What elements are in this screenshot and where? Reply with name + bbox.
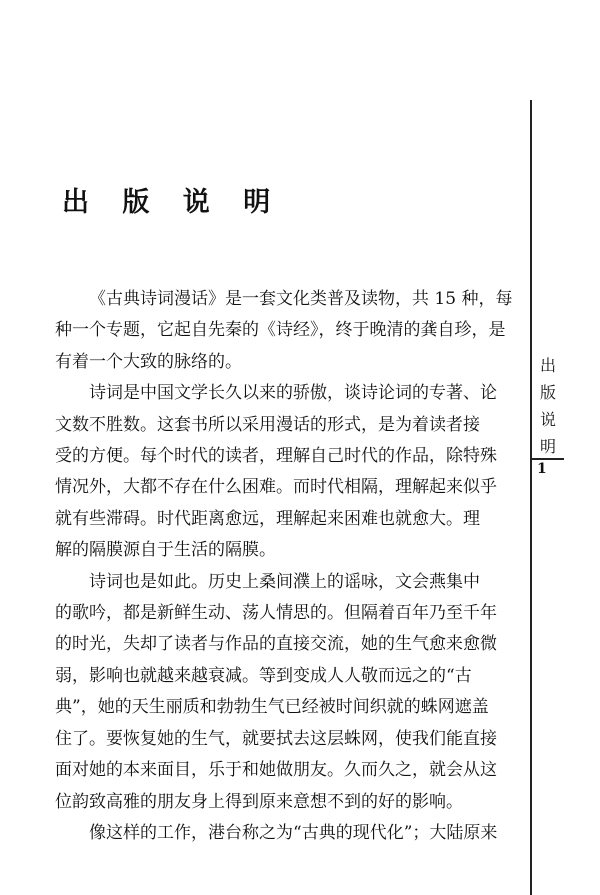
section-tab-char: 版 bbox=[539, 383, 556, 402]
text-line: 情况外，大都不存在什么困难。而时代相隔，理解起来似乎 bbox=[55, 477, 497, 498]
section-tab bbox=[533, 352, 563, 460]
body-text bbox=[55, 284, 515, 849]
text-line: 位韵致高雅的朋友身上得到原来意想不到的好的影响。 bbox=[55, 791, 463, 812]
section-tab-char: 明 bbox=[539, 437, 556, 456]
section-tab-char: 说 bbox=[539, 410, 556, 429]
text-line: 文数不胜数。这套书所以采用漫话的形式，是为着读者接 bbox=[55, 414, 480, 435]
text-line: 像这样的工作，港台称之为“古典的现代化”；大陆原来 bbox=[89, 822, 498, 843]
tab-divider bbox=[530, 458, 564, 460]
paragraph-3 bbox=[55, 567, 515, 818]
section-tab-char: 出 bbox=[539, 356, 556, 375]
paragraph-2 bbox=[55, 378, 515, 566]
text-line: 就有些滞碍。时代距离愈远，理解起来困难也就愈大。理 bbox=[55, 508, 480, 529]
page-title: 出 版 说 明 bbox=[62, 187, 283, 218]
text-line: 的歌吟，都是新鲜生动、荡人情思的。但隔着百年乃至千年 bbox=[55, 603, 497, 624]
text-line: 的时光，失却了读者与作品的直接交流，她的生气愈来愈微 bbox=[55, 634, 497, 655]
paragraph-1 bbox=[55, 284, 515, 378]
text-line: 诗词是中国文学长久以来的骄傲，谈诗论词的专著、论 bbox=[89, 383, 497, 404]
text-line: 弱，影响也就越来越衰减。等到变成人人敬而远之的“古 bbox=[55, 665, 472, 686]
margin-rule bbox=[530, 100, 532, 895]
page-number: 1 bbox=[537, 461, 547, 477]
text-line: 种一个专题，它起自先秦的《诗经》，终于晚清的龚自珍，是 bbox=[55, 320, 506, 341]
text-line: 有着一个大致的脉络的。 bbox=[55, 351, 242, 372]
text-line: 解的隔膜源自于生活的隔膜。 bbox=[55, 540, 276, 561]
text-line: 典”，她的天生丽质和勃勃生气已经被时间织就的蛛网遮盖 bbox=[55, 697, 489, 718]
text-line: 诗词也是如此。历史上桑间濮上的谣咏，文会燕集中 bbox=[89, 571, 480, 592]
text-line: 面对她的本来面目，乐于和她做朋友。久而久之，就会从这 bbox=[55, 760, 497, 781]
text-line: 住了。要恢复她的生气，就要拭去这层蛛网，使我们能直接 bbox=[55, 728, 497, 749]
paragraph-4 bbox=[55, 818, 515, 849]
text-line: 受的方便。每个时代的读者，理解自己时代的作品，除特殊 bbox=[55, 446, 497, 467]
text-line: 《古典诗词漫话》是一套文化类普及读物，共 15 种，每 bbox=[89, 289, 513, 309]
